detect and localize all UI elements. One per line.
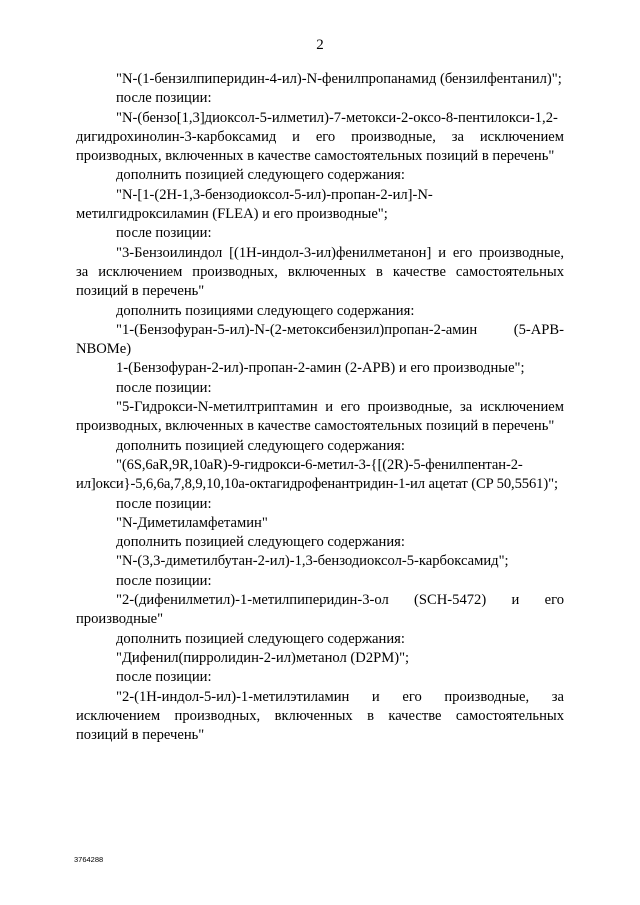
paragraph: дополнить позицией следующего содержания: — [116, 630, 405, 647]
paragraph: "2-(дифенилметил)-1-метилпиперидин-3-ол (SCH-5472) и его производные" — [76, 592, 564, 628]
paragraph: после позиции: — [116, 90, 212, 107]
paragraph: "1-(Бензофуран-5-ил)-N-(2-метоксибензил)пропан-2-амин (5-APB-NBOMe) — [76, 321, 564, 358]
paragraph: "N-[1-(2H-1,3-бензодиоксол-5-ил)-пропан-2-ил]-N-метилгидроксиламин (FLEA) и его производные"; — [76, 186, 433, 223]
paragraph: после позиции: — [116, 225, 212, 242]
document-body — [76, 70, 564, 745]
paragraph: "N-(3,3-диметилбутан-2-ил)-1,3-бензодиоксол-5-карбоксамид"; — [116, 553, 509, 570]
paragraph: после позиции: — [116, 495, 212, 512]
paragraph: "N-(бензо[1,3]диоксол-5-илметил)-7-метокси-2-оксо-8-пентилокси-1,2-дигидрохинолин-3-карбоксамид и его производные, за исключением производных, включенных в качестве самостоятельных позиций в перечень" — [76, 109, 564, 165]
paragraph: дополнить позицией следующего содержания: — [116, 437, 405, 454]
paragraph: после позиции: — [116, 572, 212, 589]
paragraph: "N-(1-бензилпиперидин-4-ил)-N-фенилпропанамид (бензилфентанил)"; — [116, 71, 562, 87]
paragraph: 1-(Бензофуран-2-ил)-пропан-2-амин (2-APB) и его производные"; — [116, 360, 525, 377]
paragraph: после позиции: — [116, 669, 212, 686]
paragraph: дополнить позицией следующего содержания: — [116, 167, 405, 184]
paragraph: "(6S,6aR,9R,10aR)-9-гидрокси-6-метил-3-{[(2R)-5-фенилпентан-2-ил]окси}-5,6,6a,7,8,9,10,10a-октагидрофенантридин-1-ил ацетат (CP 50,5561)"; — [76, 456, 558, 493]
paragraph: дополнить позицией следующего содержания: — [116, 534, 405, 551]
paragraph: "N-Диметиламфетамин" — [116, 514, 268, 531]
paragraph: "5-Гидрокси-N-метилтриптамин и его производные, за исключением производных, включенных в качестве самостоятельных позиций в перечень" — [76, 399, 564, 435]
page-number: 2 — [316, 37, 324, 53]
document-code: 3764288 — [74, 855, 104, 864]
paragraph: "2-(1H-индол-5-ил)-1-метилэтиламин и его производные, за исключением производных, включенных в качестве самостоятельных позиций в перечень" — [76, 688, 564, 744]
paragraph: "Дифенил(пирролидин-2-ил)метанол (D2PM)"; — [116, 649, 410, 666]
paragraph: "3-Бензоилиндол [(1H-индол-3-ил)фенилметанон] и его производные, за исключением производных, включенных в качестве самостоятельных позиций в перечень" — [76, 244, 564, 300]
paragraph: дополнить позициями следующего содержания: — [116, 302, 415, 319]
paragraph: после позиции: — [116, 379, 212, 396]
